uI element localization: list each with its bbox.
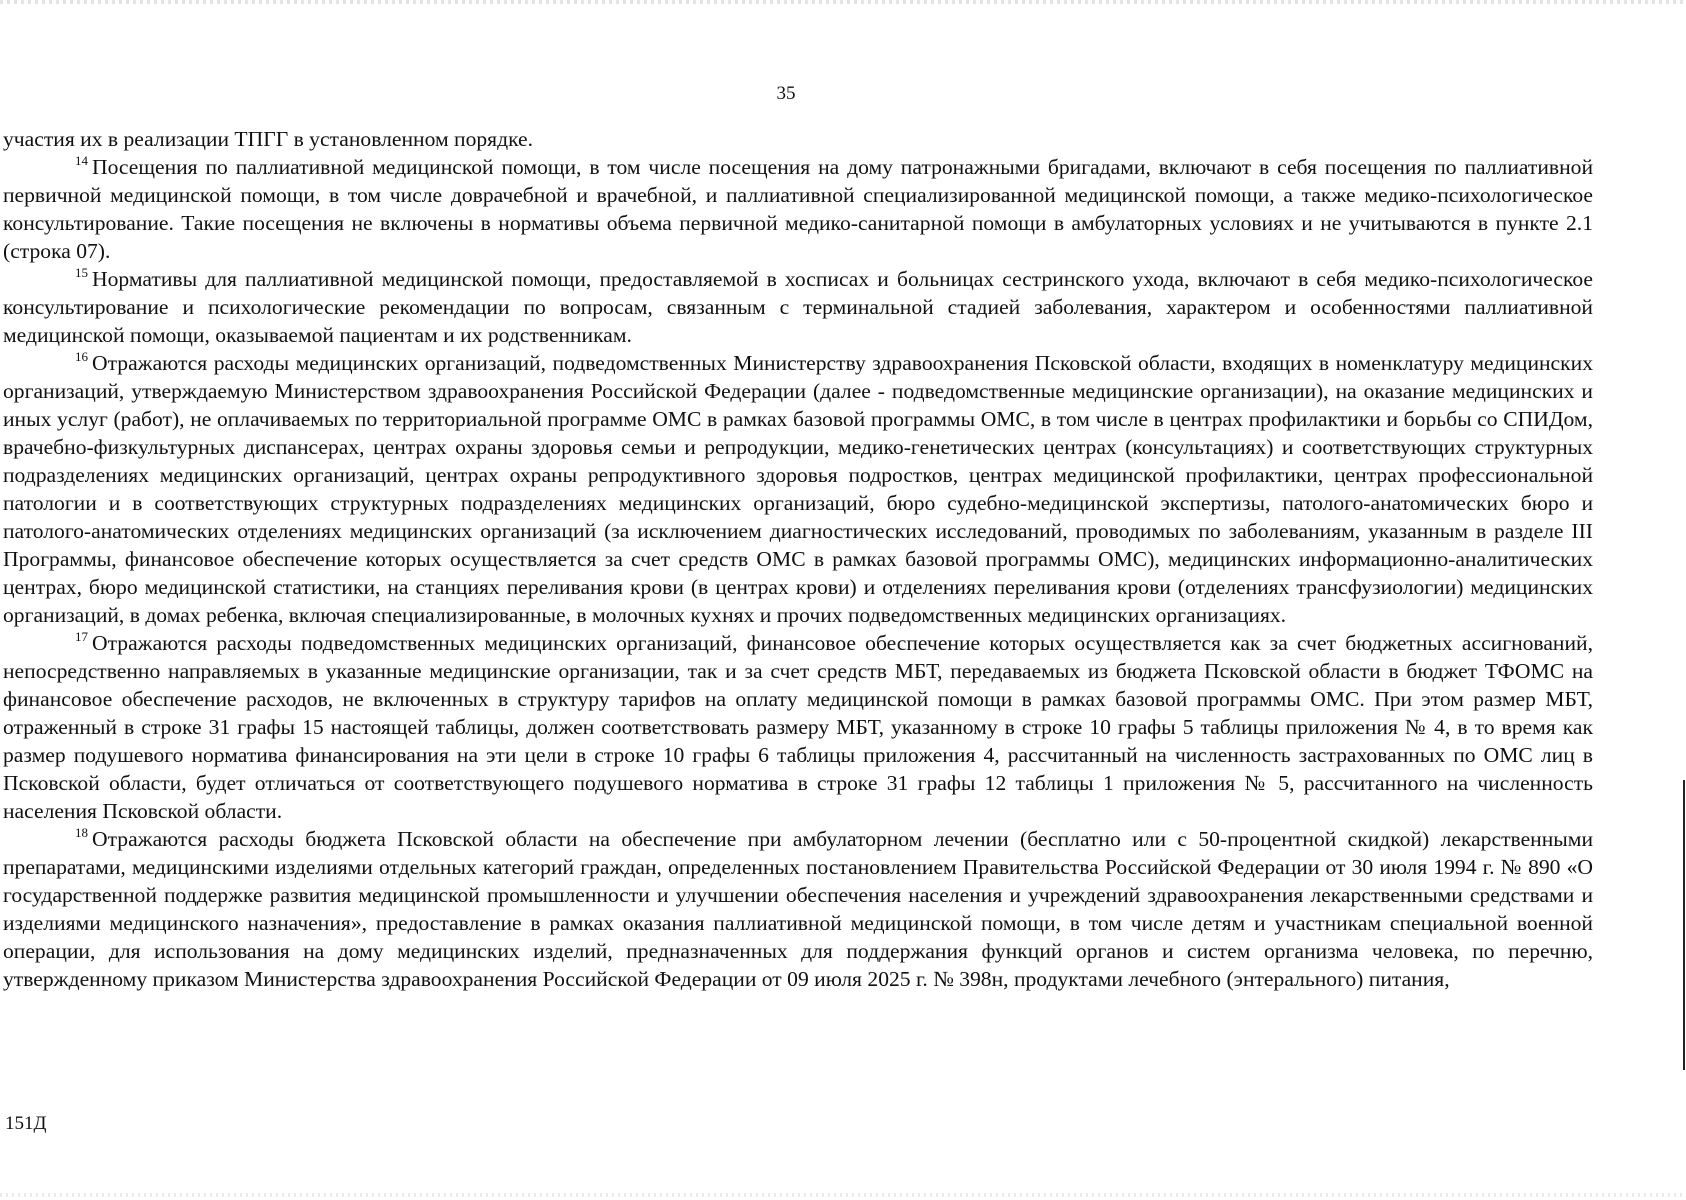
footnote-14 <box>3 153 1593 265</box>
footnote-number: 14 <box>75 153 88 168</box>
continuation-paragraph: участия их в реализации ТПГГ в установленном порядке. <box>3 127 534 151</box>
page-number: 35 <box>776 83 796 104</box>
footnote-17 <box>3 629 1593 825</box>
scan-edge-top <box>0 0 1686 4</box>
footnote-text: Отражаются расходы медицинских организаций, подведомственных Министерству здравоохранения Псковской области, входящих в номенклатуру медицинских организаций, утверждаемую Министерством здравоохранения Российской Федерации (далее - подведомственные медицинские организации), на оказание медицинских и иных услуг (работ), не оплачиваемых по территориальной программе ОМС в рамках базовой программы ОМС, в том числе в центрах профилактики и борьбы со СПИДом, врачебно-физкультурных диспансерах, центрах охраны здоровья семьи и репродукции, медико-генетических центрах (консультациях) и соответствующих структурных подразделениях медицинских организаций, центрах охраны репродуктивного здоровья подростков, центрах медицинской профилактики, центрах профессиональной патологии и в соответствующих структурных подразделениях медицинских организаций, бюро судебно-медицинской экспертизы, патолого-анатомических бюро и патолого-анатомических отделениях медицинских организаций (за исключением диагностических исследований, проводимых по заболеваниям, указанным в разделе III Программы, финансовое обеспечение которых осуществляется за счет средств ОМС в рамках базовой программы ОМС), медицинских информационно-аналитических центрах, бюро медицинской статистики, на станциях переливания крови (в центрах крови) и отделениях переливания крови (отделениях трансфузиологии) медицинских организаций, в домах ребенка, включая специализированные, в молочных кухнях и прочих подведомственных медицинских организациях. <box>3 351 1593 627</box>
footnote-18 <box>3 825 1593 993</box>
footnote-number: 16 <box>75 349 88 364</box>
scan-edge-bottom <box>0 1193 1686 1197</box>
footnote-number: 18 <box>75 825 88 840</box>
footnote-text: Нормативы для паллиативной медицинской помощи, предоставляемой в хосписах и больницах сестринского ухода, включают в себя медико-психологическое консультирование и психологические рекомендации по вопросам, связанным с терминальной стадией заболевания, характером и особенностями паллиативной медицинской помощи, оказываемой пациентам и их родственникам. <box>3 267 1593 347</box>
footnote-text: Отражаются расходы подведомственных медицинских организаций, финансовое обеспечение которых осуществляется как за счет бюджетных ассигнований, непосредственно направляемых в указанные медицинские организации, так и за счет средств МБТ, передаваемых из бюджета Псковской области в бюджет ТФОМС на финансовое обеспечение расходов, не включенных в структуру тарифов на оплату медицинской помощи в рамках базовой программы ОМС. При этом размер МБТ, отраженный в строке 31 графы 15 настоящей таблицы, должен соответствовать размеру МБТ, указанному в строке 10 графы 5 таблицы приложения № 4, в то время как размер подушевого норматива финансирования на эти цели в строке 10 графы 6 таблицы приложения 4, рассчитанный на численность застрахованных по ОМС лиц в Псковской области, будет отличаться от соответствующего подушевого норматива в строке 31 графы 12 таблицы 1 приложения № 5, рассчитанного на численность населения Псковской области. <box>3 631 1593 823</box>
footnote-15 <box>3 265 1593 349</box>
footnote-number: 17 <box>75 629 88 644</box>
document-body <box>3 125 1593 993</box>
footnote-number: 15 <box>75 265 88 280</box>
footnote-16 <box>3 349 1593 629</box>
footnote-text: Посещения по паллиативной медицинской помощи, в том числе посещения на дому патронажными бригадами, включают в себя посещения по паллиативной первичной медицинской помощи, в том числе доврачебной и врачебной, и паллиативной специализированной медицинской помощи, а также медико-психологическое консультирование. Такие посещения не включены в нормативы объема первичной медико-санитарной помощи в амбулаторных условиях и не учитываются в пункте 2.1 (строка 07). <box>3 155 1593 263</box>
scan-edge-right <box>1683 780 1685 1070</box>
footnote-text: Отражаются расходы бюджета Псковской области на обеспечение при амбулаторном лечении (бесплатно или с 50-процентной скидкой) лекарственными препаратами, медицинскими изделиями отдельных категорий граждан, определенных постановлением Правительства Российской Федерации от 30 июля 1994 г. № 890 «О государственной поддержке развития медицинской промышленности и улучшении обеспечения населения и учреждений здравоохранения лекарственными средствами и изделиями медицинского назначения», предоставление в рамках оказания паллиативной медицинской помощи, в том числе детям и участникам специальной военной операции, для использования на дому медицинских изделий, предназначенных для поддержания функций органов и систем организма человека, по перечню, утвержденному приказом Министерства здравоохранения Российской Федерации от 09 июля 2025 г. № 398н, продуктами лечебного (энтерального) питания, <box>3 827 1593 991</box>
document-code: 151Д <box>5 1113 47 1134</box>
